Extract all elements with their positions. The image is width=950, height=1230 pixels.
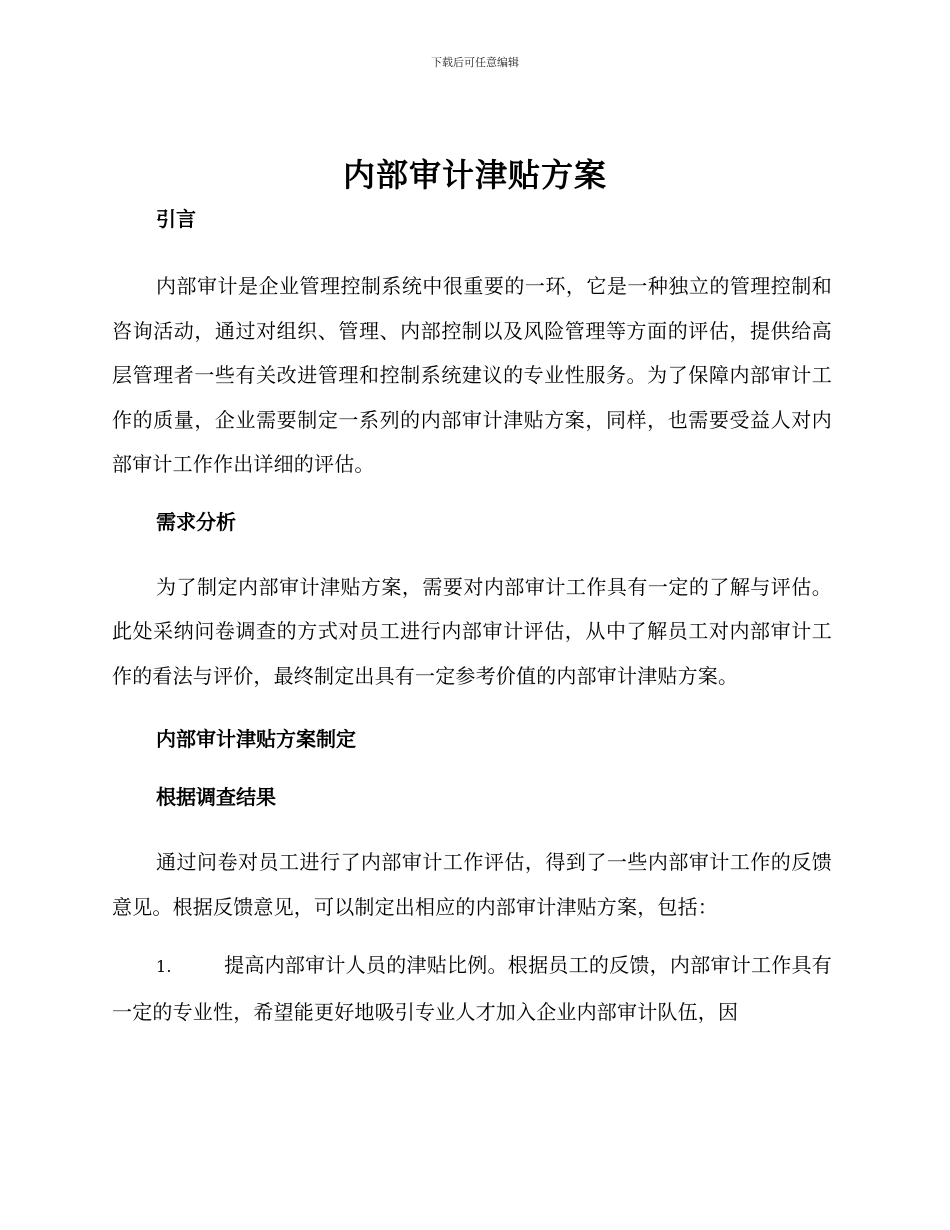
section-heading-survey: 根据调查结果: [156, 785, 276, 809]
paragraph-survey: 通过问卷对员工进行了内部审计工作评估，得到了一些内部审计工作的反馈意见。根据反馈意见，可以制定出相应的内部审计津贴方案，包括：: [112, 850, 832, 919]
list-item-text: 提高内部审计人员的津贴比例。根据员工的反馈，内部审计工作具有一定的专业性，希望能更好地吸引专业人才加入企业内部审计队伍，因: [112, 953, 832, 1024]
paragraph-analysis: 为了制定内部审计津贴方案，需要对内部审计工作具有一定的了解与评估。此处采纳问卷调查的方式对员工进行内部审计评估，从中了解员工对内部审计工作的看法与评价，最终制定出具有一定参考价值的内部审计津贴方案。: [112, 574, 832, 688]
page-header: 下载后可任意编辑: [431, 56, 519, 69]
document-body: [112, 204, 832, 1034]
list-item: [112, 943, 832, 1034]
document-title: 内部审计津贴方案: [342, 156, 607, 194]
section-heading-plan: 内部审计津贴方案制定: [156, 727, 356, 751]
list-item-number: 1.: [156, 957, 172, 976]
paragraph-intro: 内部审计是企业管理控制系统中很重要的一环，它是一种独立的管理控制和咨询活动，通过对组织、管理、内部控制以及风险管理等方面的评估，提供给高层管理者一些有关改进管理和控制系统建议的专业性服务。为了保障内部审计工作的质量，企业需要制定一系列的内部审计津贴方案，同样，也需要受益人对内部审计工作作出详细的评估。: [112, 274, 832, 476]
section-heading-analysis: 需求分析: [156, 509, 236, 534]
section-heading-intro: 引言: [156, 207, 196, 231]
